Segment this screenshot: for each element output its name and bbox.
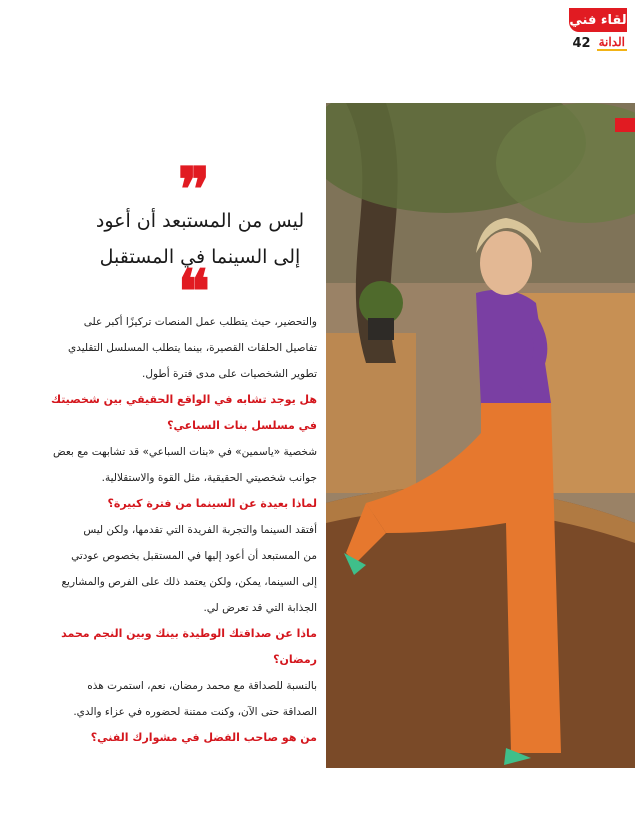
question-line: هل يوجد تشابه في الواقع الحقيقي بين شخصيتك — [50, 393, 317, 406]
text-line: من المستبعد أن أعود إليها في المستقبل بخصوص عودتي — [71, 550, 317, 562]
text-line: إلى السينما، يمكن، ولكن يعتمد ذلك على الفرص والمشاريع — [61, 576, 317, 588]
pull-quote-line-2: إلى السينما في المستقبل — [99, 246, 301, 268]
article-body — [25, 309, 317, 751]
answer — [25, 439, 317, 491]
magazine-header — [573, 35, 628, 51]
photo-illustration — [326, 103, 635, 768]
text-line: أفتقد السينما والتجربة الفريدة التي تقدمها، ولكن ليس — [83, 524, 317, 536]
section-badge: لقاء فني — [569, 8, 627, 32]
paragraph — [25, 309, 317, 387]
open-quote-icon: ❞ — [177, 155, 210, 225]
text-line: والتحضير، حيث يتطلب عمل المنصات تركيزًا أكبر على — [83, 316, 317, 328]
question — [25, 725, 317, 751]
question-line: ماذا عن صداقتك الوطيدة بينك وبين النجم محمد — [61, 627, 317, 640]
answer — [25, 517, 317, 621]
corner-accent — [615, 118, 635, 132]
close-quote-icon: ❝ — [177, 257, 210, 327]
text-line: تطوير الشخصيات على مدى فترة أطول. — [142, 368, 317, 380]
portrait-photo — [326, 103, 635, 768]
pull-quote-line-1: ليس من المستبعد أن أعود — [95, 210, 305, 232]
question-line: في مسلسل بنات السباعي؟ — [167, 419, 317, 432]
text-line: جوانب شخصيتي الحقيقية، مثل القوة والاستقلالية. — [101, 472, 317, 484]
text-line: الجذابة التي قد تعرض لي. — [203, 602, 317, 614]
question-line: من هو صاحب الفضل في مشوارك الفني؟ — [90, 731, 317, 744]
text-line: بالنسبة للصداقة مع محمد رمضان، نعم، استمرت هذه — [87, 680, 317, 692]
text-line: الصداقة حتى الآن، وكنت ممتنة لحضوره في عزاء والدي. — [73, 706, 317, 718]
question — [25, 387, 317, 439]
page-number: 42 — [572, 35, 591, 51]
question — [25, 491, 317, 517]
question-line: رمضان؟ — [273, 653, 317, 666]
question — [25, 621, 317, 673]
magazine-logo: الدانة — [598, 35, 625, 49]
answer — [25, 673, 317, 725]
text-line: تفاصيل الحلقات القصيرة، بينما يتطلب المسلسل التقليدي — [68, 342, 317, 354]
text-line: شخصية «ياسمين» في «بنات السباعي» قد تشابهت مع بعض — [53, 446, 317, 458]
question-line: لماذا بعيدة عن السينما من فترة كبيرة؟ — [107, 497, 317, 510]
